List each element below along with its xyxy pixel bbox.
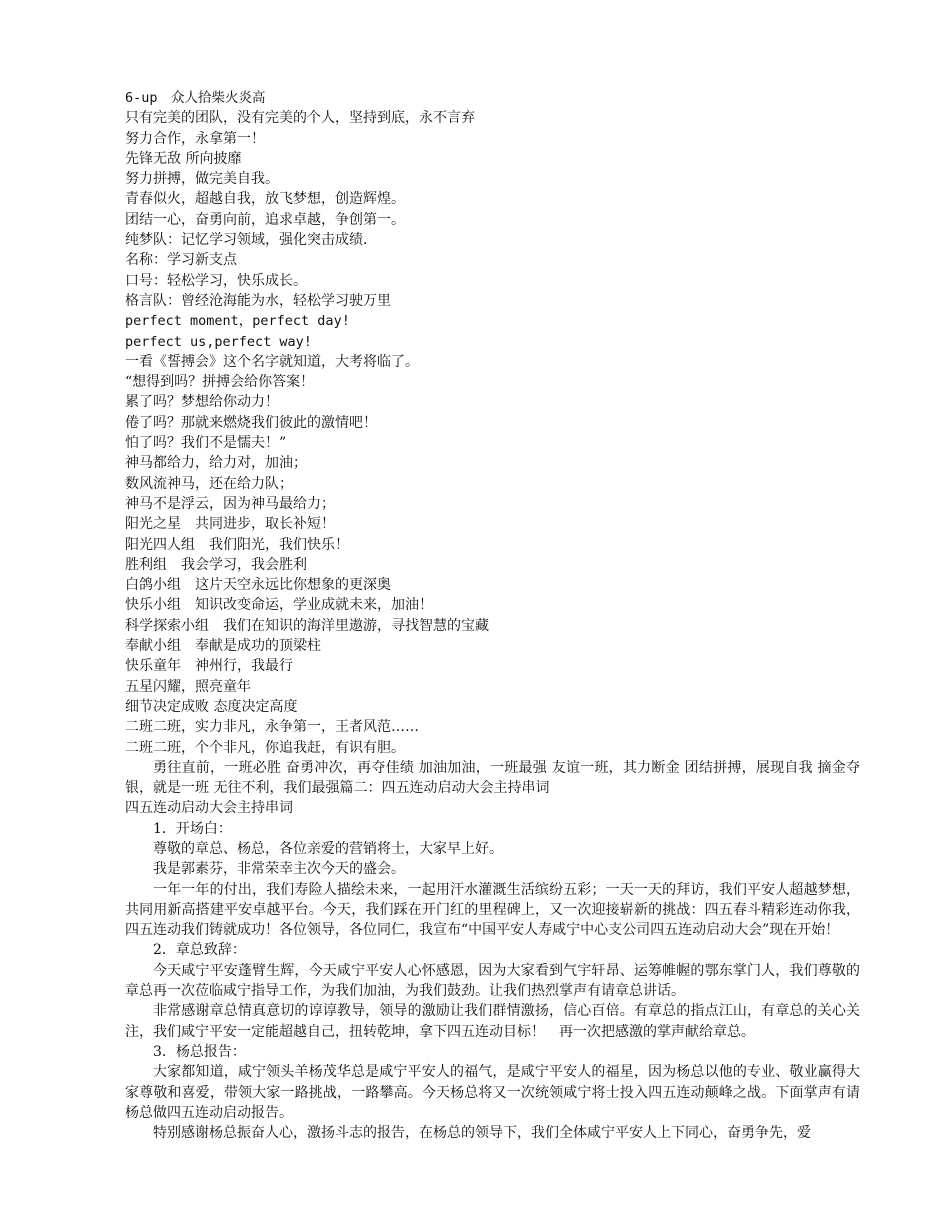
section-heading: 1．开场白： bbox=[153, 820, 232, 837]
text-line: “想得到吗？拼搏会给你答案！ bbox=[125, 374, 315, 391]
text-line: 二班二班，实力非凡，永争第一，王者风范…… bbox=[125, 719, 419, 736]
text-line: 快乐童年 神州行，我最行 bbox=[125, 658, 293, 675]
text-line: 青春似火，超越自我，放飞梦想，创造辉煌。 bbox=[125, 191, 405, 208]
text-line: 名称：学习新支点 bbox=[125, 252, 237, 269]
text-line: 奉献小组 奉献是成功的顶梁柱 bbox=[125, 638, 321, 655]
text-line: 倦了吗？那就来燃烧我们彼此的激情吧！ bbox=[125, 414, 377, 431]
paragraph: 一年一年的付出，我们寿险人描绘未来，一起用汗水灌溉生活缤纷五彩；一天一天的拜访，我们平安人超越梦想，共同用新高搭建平安卓越平台。今天，我们踩在开门红的里程碑上，又一次迎接崭新的挑战：四五春斗精彩连动你我，四五连动我们铸就成功！各位领导，各位同仁，我宣布“中国平安人寿咸宁中心支公司四五连动启动大会”现在开始！ bbox=[125, 881, 860, 939]
text-line: 先锋无敌 所向披靡 bbox=[125, 150, 242, 167]
paragraph: 勇往直前，一班必胜 奋勇冲次，再夺佳绩 加油加油，一班最强 友谊一班，其力断金 团结拼搏，展现自我 摘金夺银，就是一班 无往不利，我们最强篇二：四五连动启动大会主持串词 bbox=[125, 759, 860, 797]
text-line: 努力拼搏，做完美自我。 bbox=[125, 171, 279, 188]
text-line: 格言队：曾经沧海能为水，轻松学习驶万里 bbox=[125, 292, 391, 309]
text-line: 一看《誓搏会》这个名字就知道，大考将临了。 bbox=[125, 353, 419, 370]
paragraph: 尊敬的章总、杨总，各位亲爱的营销将士，大家早上好。 bbox=[153, 840, 503, 857]
paragraph: 今天咸宁平安蓬臂生辉，今天咸宁平安人心怀感恩，因为大家看到气宇轩昂、运筹帷幄的鄂东掌门人，我们尊敬的章总再一次莅临咸宁指导工作，为我们加油，为我们鼓劲。让我们热烈掌声有请章总讲话。 bbox=[125, 962, 860, 1000]
text-line: 累了吗？梦想给你动力！ bbox=[125, 394, 279, 411]
text-line: 阳光之星 共同进步，取长补短！ bbox=[125, 516, 335, 533]
section-title: 四五连动启动大会主持串词 bbox=[125, 800, 293, 817]
text-line: 细节决定成败 态度决定高度 bbox=[125, 698, 298, 715]
text-line: 胜利组 我会学习，我会胜利 bbox=[125, 556, 307, 573]
text-line: 科学探索小组 我们在知识的海洋里遨游，寻找智慧的宝藏 bbox=[125, 617, 489, 634]
text-line: 阳光四人组 我们阳光，我们快乐！ bbox=[125, 536, 349, 553]
text-line: 团结一心，奋勇向前，追求卓越，争创第一。 bbox=[125, 211, 405, 228]
paragraph: 特别感谢杨总振奋人心，激扬斗志的报告，在杨总的领导下，我们全体咸宁平安人上下同心，奋勇争先，爱 bbox=[153, 1125, 811, 1142]
text-line: 努力合作，永拿第一！ bbox=[125, 130, 265, 147]
text-line: 快乐小组 知识改变命运，学业成就未来，加油！ bbox=[125, 597, 433, 614]
text-line: 口号：轻松学习，快乐成长。 bbox=[125, 272, 307, 289]
section-heading: 2．章总致辞： bbox=[153, 942, 246, 959]
text-line: 五星闪耀，照亮童年 bbox=[125, 678, 251, 695]
section-heading: 3．杨总报告： bbox=[153, 1043, 246, 1060]
text-line: 白鸽小组 这片天空永远比你想象的更深奥 bbox=[125, 577, 391, 594]
text-line: 二班二班，个个非凡，你追我赶，有识有胆。 bbox=[125, 739, 405, 756]
paragraph: 非常感谢章总情真意切的谆谆教导，领导的激励让我们群情激扬，信心百倍。有章总的指点江山，有章总的关心关注，我们咸宁平安一定能超越自己，扭转乾坤，拿下四五连动目标！ 再一次把感激的掌声献给章总。 bbox=[125, 1003, 860, 1040]
text-line: 纯梦队：记忆学习领域，强化突击成绩． bbox=[125, 232, 377, 249]
text-line: 数风流神马，还在给力队； bbox=[125, 475, 293, 492]
text-line: 只有完美的团队，没有完美的个人，坚持到底，永不言弃 bbox=[125, 110, 475, 127]
text-line: perfect us,perfect way! bbox=[125, 333, 312, 350]
document-body bbox=[125, 88, 860, 1143]
paragraph: 我是郭素芬，非常荣幸主次今天的盛会。 bbox=[153, 861, 405, 878]
text-line: 6-up 众人拾柴火炎高 bbox=[125, 90, 266, 106]
text-line: perfect moment，perfect day! bbox=[125, 313, 350, 330]
text-line: 神马不是浮云，因为神马最给力； bbox=[125, 495, 335, 512]
text-line: 神马都给力，给力对，加油； bbox=[125, 455, 307, 472]
paragraph: 大家都知道，咸宁领头羊杨茂华总是咸宁平安人的福气，是咸宁平安人的福星，因为杨总以他的专业、敬业赢得大家尊敬和喜爱，带领大家一路挑战，一路攀高。今天杨总将又一次统领咸宁将士投入四五连动颠峰之战。下面掌声有请杨总做四五连动启动报告。 bbox=[125, 1064, 860, 1121]
text-line: 怕了吗？我们不是懦夫！” bbox=[125, 435, 287, 452]
